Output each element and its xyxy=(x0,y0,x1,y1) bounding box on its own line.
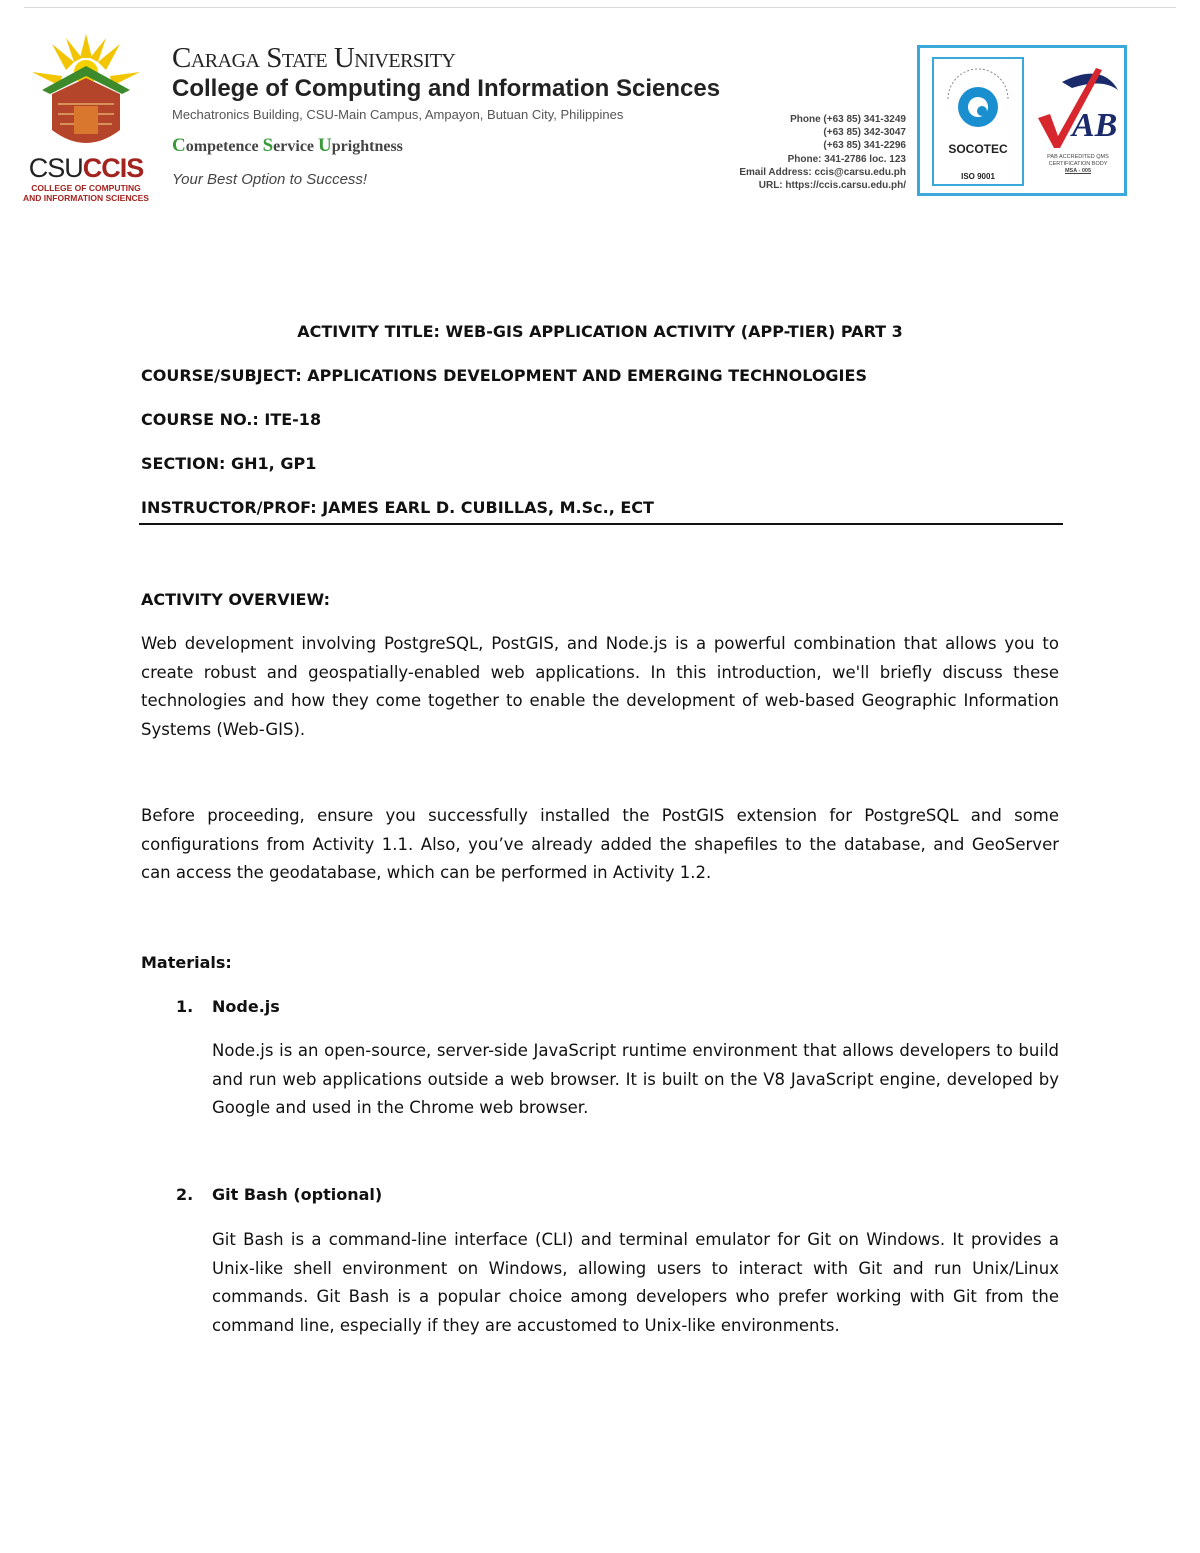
sunburst-house-icon xyxy=(22,32,150,154)
header-divider xyxy=(139,523,1063,525)
logo-wordmark: CSUCCIS xyxy=(28,153,144,183)
contact-phone-local: Phone: 341-2786 loc. 123 xyxy=(787,153,906,165)
page-top-border xyxy=(24,7,1176,8)
overview-paragraph-2: Before proceeding, ensure you successfully installed the PostGIS extension for PostgreSQL and some configurations from Activity 1.1. Also, you’ve already added the shapefiles to the database, and GeoServer can access the geodatabase, which can be performed in Activity 1.2. xyxy=(141,806,1059,882)
course-subject: COURSE/SUBJECT: APPLICATIONS DEVELOPMENT AND EMERGING TECHNOLOGIES xyxy=(141,366,867,385)
college-name: College of Computing and Information Sciences xyxy=(172,75,721,102)
contact-phone-3: (+63 85) 341-2296 xyxy=(823,140,906,152)
instructor: INSTRUCTOR/PROF: JAMES EARL D. CUBILLAS, M.Sc., ECT xyxy=(141,498,654,517)
pab-accreditation-label: PAB ACCREDITED QMS CERTIFICATION BODY MSA - 005 xyxy=(1047,154,1109,174)
material-description: Node.js is an open-source, server-side JavaScript runtime environment that allows developers to build and run web applications outside a web browser. It is built on the V8 JavaScript engine, developed by Google and used in the Chrome web browser. xyxy=(212,1041,1059,1117)
material-title: Node.js xyxy=(212,997,280,1016)
overview-paragraph-1: Web development involving PostgreSQL, PostGIS, and Node.js is a powerful combination that allows you to create robust and geospatially-enabled web applications. In this introduction, we'll briefly discuss these technologies and how they come together to enable the development of web-based Geographic Information Systems (Web-GIS). xyxy=(141,634,1059,739)
certification-badges xyxy=(917,45,1127,196)
course-number: COURSE NO.: ITE-18 xyxy=(141,410,322,429)
contact-block xyxy=(739,113,906,192)
materials-heading: Materials: xyxy=(141,953,232,972)
pab-logo-icon xyxy=(1032,62,1122,152)
motto: Competence Service Uprightness xyxy=(172,135,403,156)
activity-title: ACTIVITY TITLE: WEB-GIS APPLICATION ACTIVITY (APP-TIER) PART 3 xyxy=(297,322,903,341)
tagline: Your Best Option to Success! xyxy=(172,171,368,188)
iso-label: ISO 9001 xyxy=(961,172,995,181)
contact-url: URL: https://ccis.carsu.edu.ph/ xyxy=(758,180,906,192)
material-title: Git Bash (optional) xyxy=(212,1185,383,1204)
material-number: 2. xyxy=(176,1185,194,1204)
material-description: Git Bash is a command-line interface (CLI) and terminal emulator for Git on Windows. It provides a Unix-like shell environment on Windows, allowing users to interact with Git and run Unix/Linux commands. Git Bash is a popular choice among developers who prefer working with Git from the command line, especially if they are accustomed to Unix-like environments. xyxy=(212,1230,1059,1335)
socotec-logo-icon xyxy=(934,59,1022,139)
pab-logo-text: AB xyxy=(1072,107,1118,144)
contact-phone-1: Phone (+63 85) 341-3249 xyxy=(790,114,906,125)
college-address: Mechatronics Building, CSU-Main Campus, Ampayon, Butuan City, Philippines xyxy=(172,107,624,122)
csuccis-logo xyxy=(22,32,150,204)
contact-phone-2: (+63 85) 342-3047 xyxy=(823,127,906,139)
material-number: 1. xyxy=(176,997,194,1016)
overview-heading: ACTIVITY OVERVIEW: xyxy=(141,590,331,609)
section: SECTION: GH1, GP1 xyxy=(141,454,317,473)
socotec-label: SOCOTEC xyxy=(948,142,1008,156)
university-name: Caraga State University xyxy=(172,42,456,74)
socotec-badge xyxy=(932,57,1024,186)
logo-subtitle: COLLEGE OF COMPUTING AND INFORMATION SCIENCES xyxy=(23,183,149,203)
contact-email: Email Address: ccis@carsu.edu.ph xyxy=(739,166,906,178)
